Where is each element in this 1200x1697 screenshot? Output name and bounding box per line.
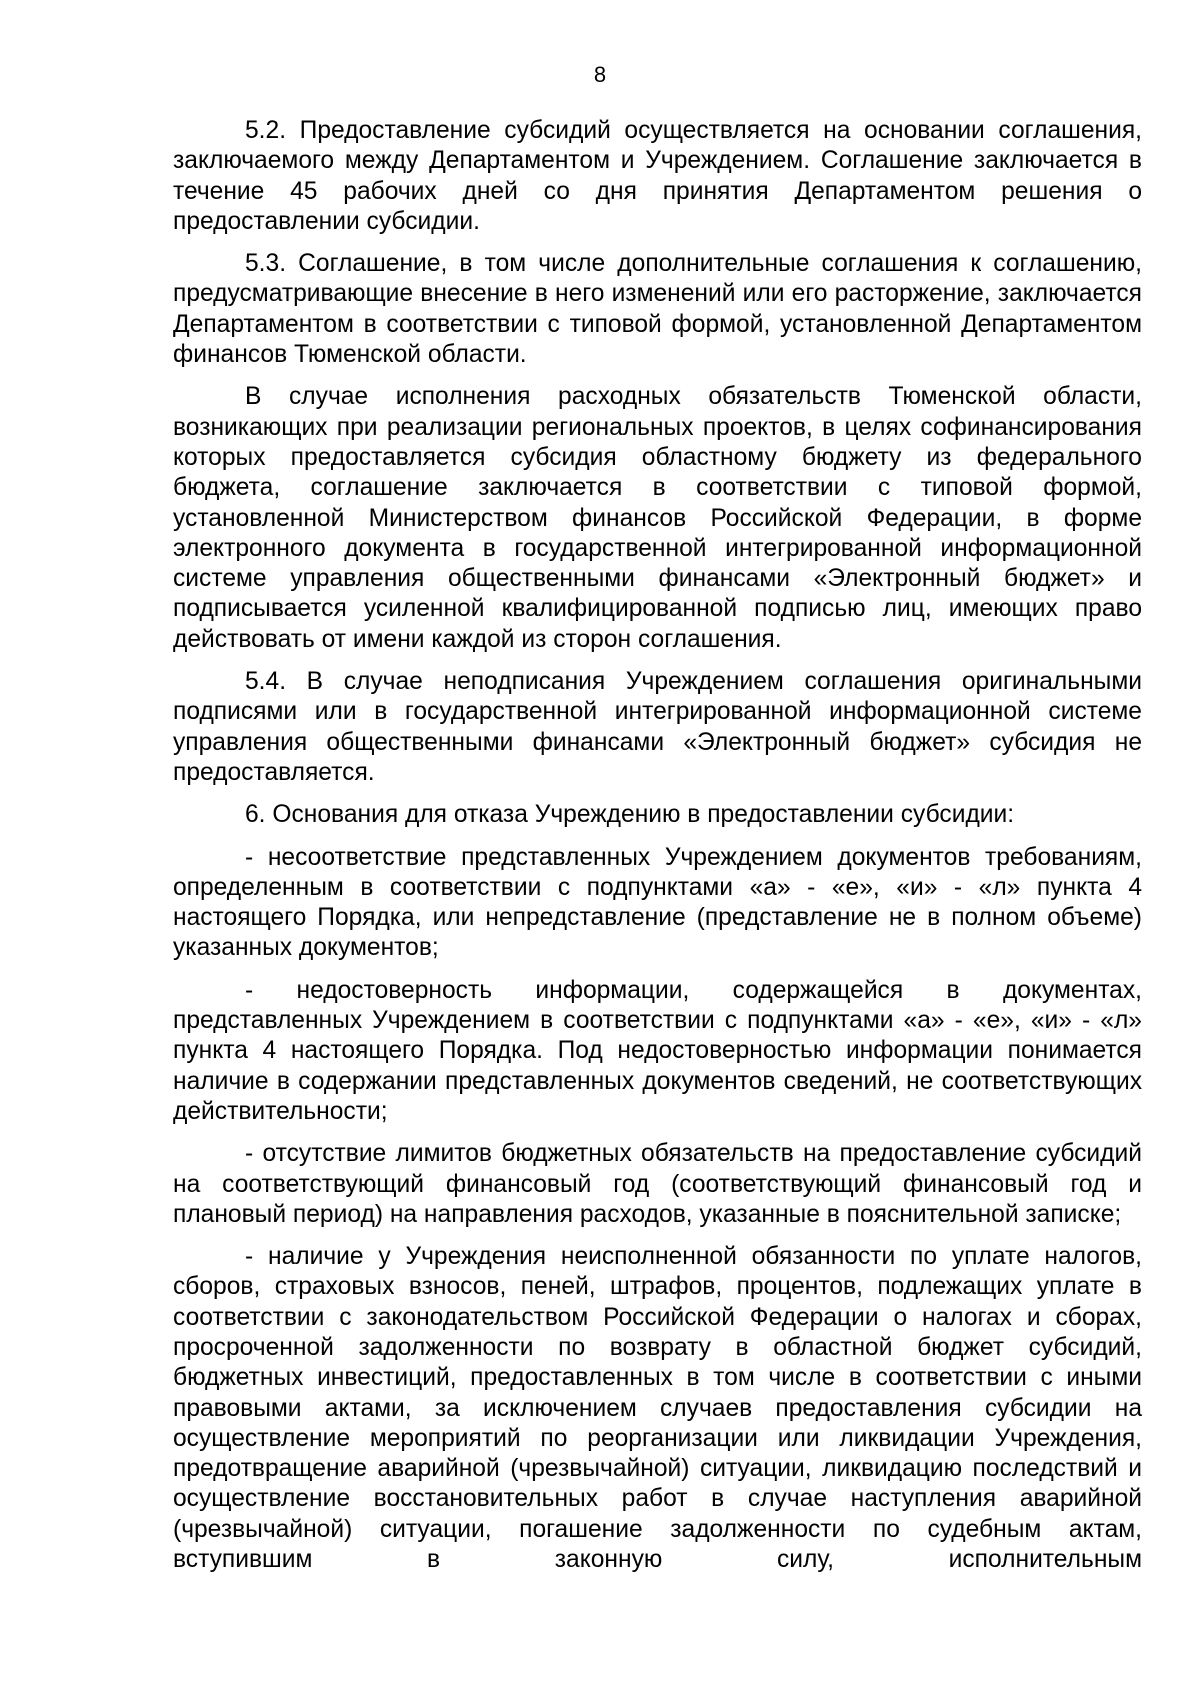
list-item-document-mismatch: - несоответствие представленных Учреждением документов требованиям, определенным в соответствии с подпунктами «а» - «е», «и» - «л» пункта 4 настоящего Порядка, или непредставление (представление не в полном объеме) указанных документов;	[173, 843, 1142, 962]
paragraph-6-heading: 6. Основания для отказа Учреждению в предоставлении субсидии:	[245, 801, 1015, 829]
paragraph-5-4: 5.4. В случае неподписания Учреждением соглашения оригинальными подписями или в государственной интегрированной информационной системе управления общественными финансами «Электронный бюджет» субсидия не предоставляется.	[173, 668, 1142, 786]
page-number: 8	[593, 62, 607, 87]
list-item-no-budget-limits: - отсутствие лимитов бюджетных обязательств на предоставление субсидий на соответствующий финансовый год (соответствующий финансовый год и плановый период) на направления расходов, указанные в пояснительной записке;	[173, 1140, 1142, 1228]
paragraph-5-2: 5.2. Предоставление субсидий осуществляется на основании соглашения, заключаемого между Департаментом и Учреждением. Соглашение заключается в течение 45 рабочих дней со дня принятия Департаментом решения о предоставлении субсидии.	[173, 117, 1142, 235]
list-item-unpaid-obligations: - наличие у Учреждения неисполненной обязанности по уплате налогов, сборов, страховых взносов, пеней, штрафов, процентов, подлежащих уплате в соответствии с законодательством Российской Федерации о налогах и сборах, просроченной задолженности по возврату в областной бюджет субсидий, бюджетных инвестиций, предоставленных в том числе в соответствии с иными правовыми актами, за исключением случаев предоставления субсидии на осуществление мероприятий по реорганизации или ликвидации Учреждения, предотвращение аварийной (чрезвычайной) ситуации, ликвидацию последствий и осуществление восстановительных работ в случае наступления аварийной (чрезвычайной) ситуации, погашение задолженности по судебным актам, вступившим в законную силу, исполнительным	[173, 1243, 1142, 1574]
document-body	[173, 116, 1142, 1575]
paragraph-regional-projects: В случае исполнения расходных обязательств Тюменской области, возникающих при реализации региональных проектов, в целях софинансирования которых предоставляется субсидия областному бюджету из федерального бюджета, соглашение заключается в соответствии с типовой формой, установленной Министерством финансов Российской Федерации, в форме электронного документа в государственной интегрированной информационной системе управления общественными финансами «Электронный бюджет» и подписывается усиленной квалифицированной подписью лиц, имеющих право действовать от имени каждой из сторон соглашения.	[173, 383, 1142, 653]
list-item-unreliable-information: - недостоверность информации, содержащейся в документах, представленных Учреждением в соответствии с подпунктами «а» - «е», «и» - «л» пункта 4 настоящего Порядка. Под недостоверностью информации понимается наличие в содержании представленных документов сведений, не соответствующих действительности;	[173, 976, 1142, 1125]
paragraph-5-3: 5.3. Соглашение, в том числе дополнительные соглашения к соглашению, предусматривающие внесение в него изменений или его расторжение, заключается Департаментом в соответствии с типовой формой, установленной Департаментом финансов Тюменской области.	[173, 250, 1142, 369]
